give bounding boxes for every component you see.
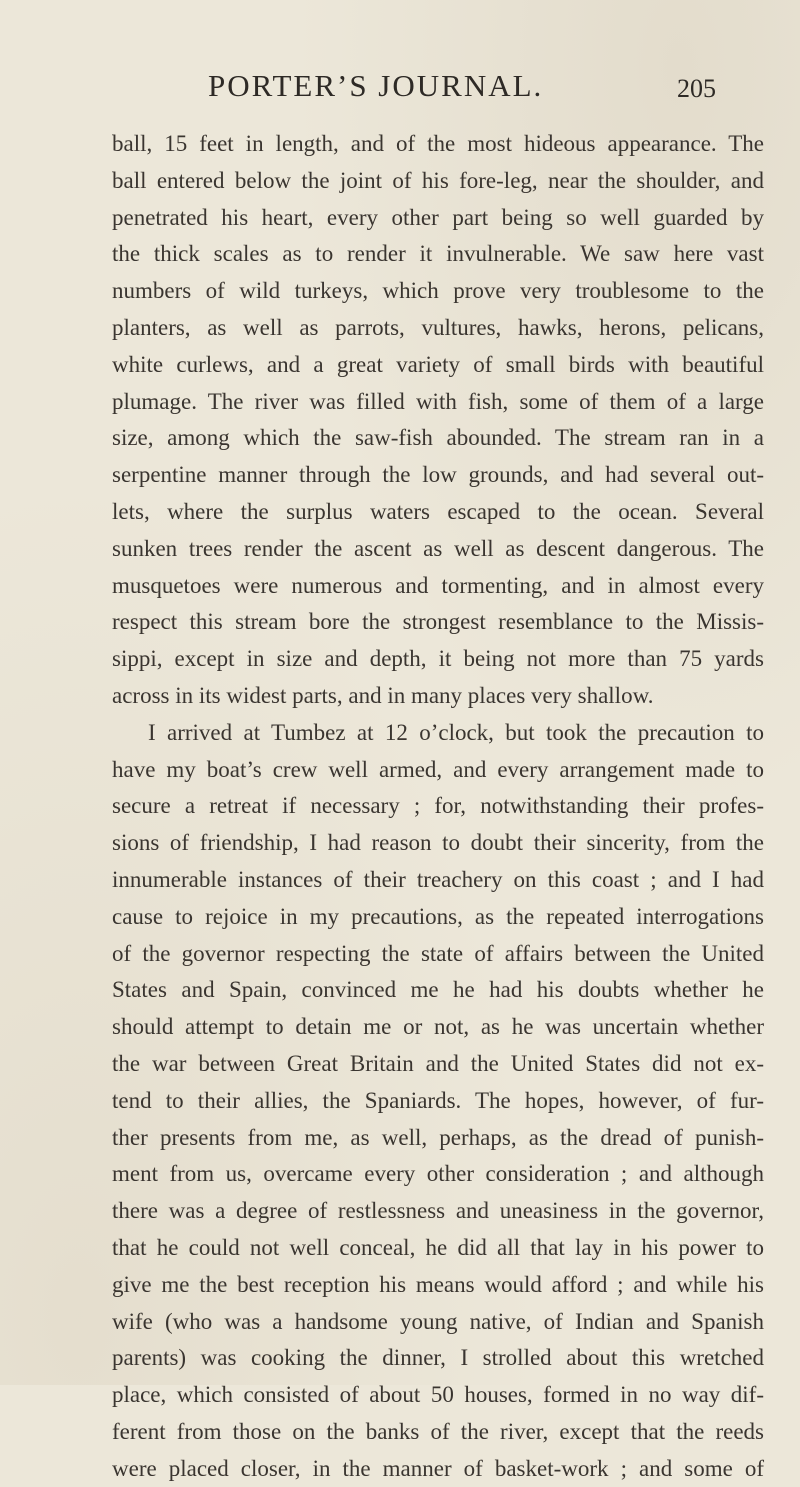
text-line: wife (who was a handsome young native, of Indian and Spanish (112, 1308, 764, 1334)
text-line: were placed closer, in the manner of basket-work ; and some of (112, 1455, 764, 1481)
text-line: give me the best reception his means would afford ; and while his (112, 1271, 764, 1297)
text-line: size, among which the saw-fish abounded. The stream ran in a (112, 425, 764, 451)
text-line: secure a retreat if necessary ; for, notwithstanding their profes- (112, 793, 764, 819)
text-line: respect this stream bore the strongest resemblance to the Missis- (112, 609, 764, 635)
text-line: plumage. The river was filled with fish, some of them of a large (112, 388, 764, 414)
text-line: ther presents from me, as well, perhaps, as the dread of punish- (112, 1124, 764, 1150)
text-line: the war between Great Britain and the United States did not ex- (112, 1050, 764, 1076)
text-line: sunken trees render the ascent as well as descent dangerous. The (112, 535, 764, 561)
paragraph-start-line: I arrived at Tumbez at 12 o’clock, but took the precaution to (148, 719, 764, 745)
text-line: parents) was cooking the dinner, I strolled about this wretched (112, 1345, 764, 1371)
text-line: there was a degree of restlessness and uneasiness in the governor, (112, 1198, 764, 1224)
text-line: innumerable instances of their treachery on this coast ; and I had (112, 866, 764, 892)
text-line: ment from us, overcame every other consideration ; and although (112, 1161, 764, 1187)
page-header (0, 68, 800, 108)
running-head: PORTER’S JOURNAL. (208, 68, 544, 103)
text-line: penetrated his heart, every other part being so well guarded by (112, 204, 764, 230)
text-line: place, which consisted of about 50 houses, formed in no way dif- (112, 1382, 764, 1408)
text-line: musquetoes were numerous and tormenting, and in almost every (112, 572, 764, 598)
text-line: the thick scales as to render it invulnerable. We saw here vast (112, 241, 764, 267)
body-text (112, 126, 764, 1487)
text-line: lets, where the surplus waters escaped to the ocean. Several (112, 498, 764, 524)
text-line: cause to rejoice in my precautions, as the repeated interrogations (112, 903, 764, 929)
text-line: ball entered below the joint of his fore-leg, near the shoulder, and (112, 167, 764, 193)
text-line: sippi, except in size and depth, it being not more than 75 yards (112, 646, 764, 672)
text-line: ball, 15 feet in length, and of the most hideous appearance. The (112, 131, 764, 156)
text-line: have my boat’s crew well armed, and every arrangement made to (112, 756, 764, 782)
page-number: 205 (677, 74, 716, 103)
text-line: that he could not well conceal, he did all that lay in his power to (112, 1234, 764, 1260)
text-line: across in its widest parts, and in many places very shallow. (112, 682, 654, 708)
text-line: planters, as well as parrots, vultures, hawks, herons, pelicans, (112, 314, 764, 340)
text-line: sions of friendship, I had reason to doubt their sincerity, from the (112, 830, 764, 856)
text-line: ferent from those on the banks of the river, except that the reeds (112, 1418, 764, 1444)
text-line: of the governor respecting the state of affairs between the United (112, 940, 764, 966)
text-line: States and Spain, convinced me he had his doubts whether he (112, 977, 764, 1003)
text-line: should attempt to detain me or not, as he was uncertain whether (112, 1014, 764, 1040)
text-line: tend to their allies, the Spaniards. The hopes, however, of fur- (112, 1087, 764, 1113)
text-line: serpentine manner through the low grounds, and had several out- (112, 462, 764, 488)
text-line: white curlews, and a great variety of small birds with beautiful (112, 351, 764, 377)
text-line: numbers of wild turkeys, which prove very troublesome to the (112, 278, 764, 304)
